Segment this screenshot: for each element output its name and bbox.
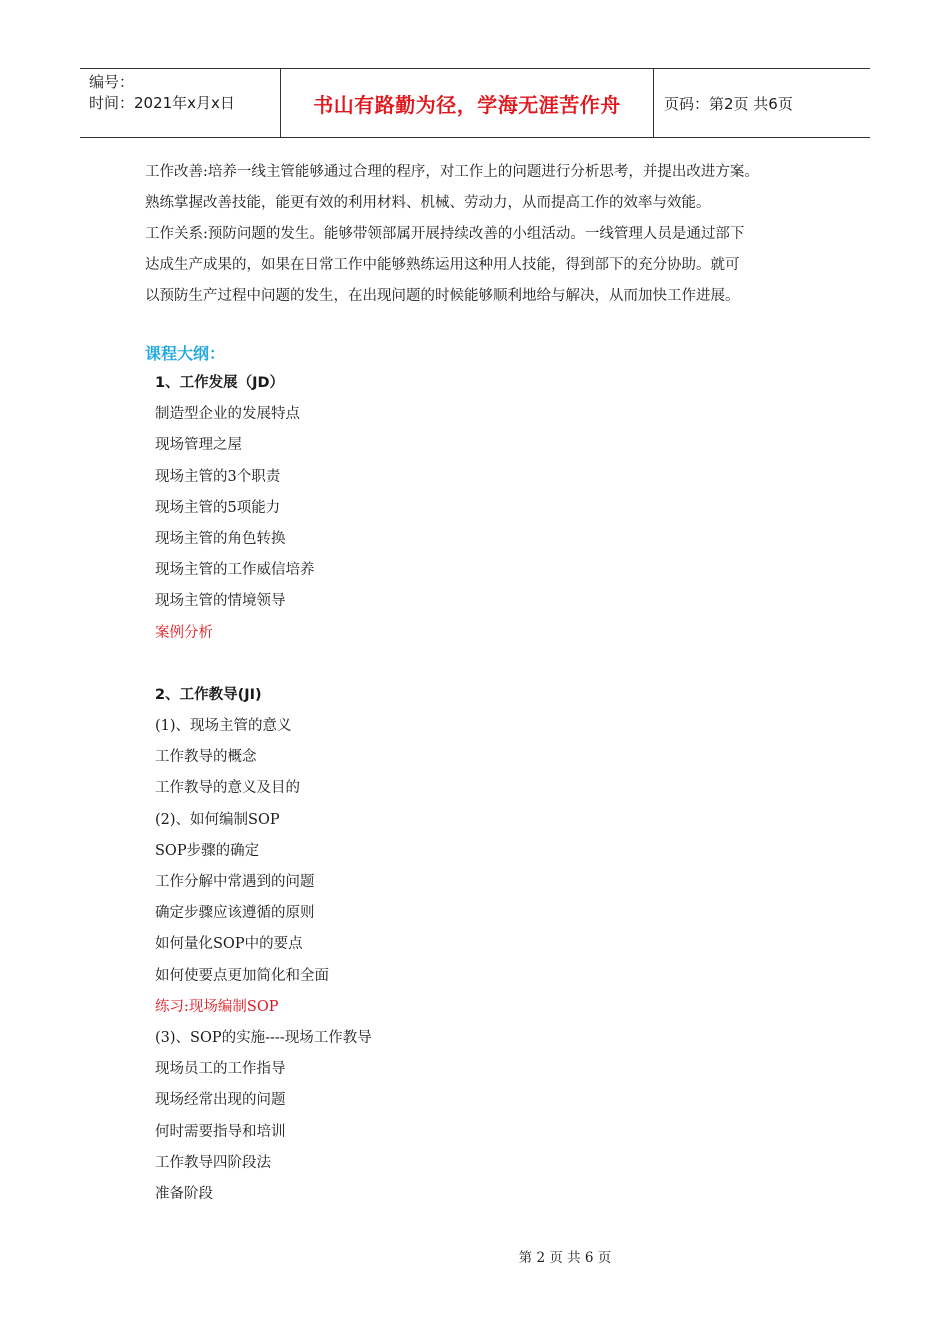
outline-item: 制造型企业的发展特点 bbox=[155, 406, 300, 423]
document-date: 时间：2021年x月x日 bbox=[89, 94, 235, 112]
outline-item: 确定步骤应该遵循的原则 bbox=[155, 905, 315, 922]
outline-spacer bbox=[155, 649, 755, 680]
outline-item: 工作教导四阶段法 bbox=[155, 1154, 271, 1171]
intro-line: 熟练掌握改善技能，能更有效的利用材料、机械、劳动力，从而提高工作的效率与效能。 bbox=[145, 195, 711, 211]
outline-item: SOP步骤的确定 bbox=[155, 842, 260, 859]
motto-text: 书山有路勤为径，学海无涯苦作舟 bbox=[313, 92, 621, 117]
outline-item: 现场主管的3个职责 bbox=[155, 468, 281, 485]
course-outline bbox=[155, 368, 755, 1210]
outline-section-heading: 2、工作教导(JI) bbox=[155, 686, 262, 703]
outline-item: 准备阶段 bbox=[155, 1185, 213, 1202]
outline-exercise: 练习:现场编制SOP bbox=[155, 998, 279, 1015]
page-footer bbox=[0, 1246, 950, 1266]
outline-item: 如何使要点更加简化和全面 bbox=[155, 967, 329, 984]
outline-item: 现场主管的工作威信培养 bbox=[155, 562, 315, 579]
outline-title: 课程大纲： bbox=[145, 344, 226, 363]
outline-item: (3)、SOP的实施----现场工作教导 bbox=[155, 1029, 372, 1046]
outline-case-study: 案例分析 bbox=[155, 624, 213, 641]
outline-item: (1)、现场主管的意义 bbox=[155, 718, 292, 735]
outline-item: 何时需要指导和培训 bbox=[155, 1123, 286, 1140]
outline-item: 现场主管的5项能力 bbox=[155, 499, 281, 516]
footer-page-number: 第 2 页 共 6 页 bbox=[518, 1250, 612, 1266]
intro-paragraphs bbox=[145, 157, 835, 312]
header-page-info bbox=[654, 69, 870, 137]
header-motto bbox=[281, 69, 654, 137]
document-number: 编号： bbox=[89, 73, 135, 91]
outline-item: 现场主管的角色转换 bbox=[155, 530, 286, 547]
page-info-text: 页码：第2页 共6页 bbox=[664, 94, 793, 113]
outline-item: 现场经常出现的问题 bbox=[155, 1092, 286, 1109]
outline-item: 如何量化SOP中的要点 bbox=[155, 936, 303, 953]
outline-item: (2)、如何编制SOP bbox=[155, 811, 280, 828]
intro-line: 工作改善:培养一线主管能够通过合理的程序，对工作上的问题进行分析思考，并提出改进方案。 bbox=[145, 164, 759, 180]
intro-line: 工作关系:预防问题的发生。能够带领部属开展持续改善的小组活动。一线管理人员是通过部下 bbox=[145, 226, 745, 242]
outline-item: 工作教导的意义及目的 bbox=[155, 780, 300, 797]
outline-item: 工作教导的概念 bbox=[155, 749, 257, 766]
outline-item: 现场员工的工作指导 bbox=[155, 1061, 286, 1078]
outline-section-heading: 1、工作发展（JD） bbox=[155, 375, 285, 391]
intro-line: 以预防生产过程中问题的发生，在出现问题的时候能够顺利地给与解决，从而加快工作进展。 bbox=[145, 288, 740, 304]
intro-line: 达成生产成果的，如果在日常工作中能够熟练运用这种用人技能，得到部下的充分协助。就可 bbox=[145, 257, 740, 273]
document-header bbox=[80, 68, 870, 138]
outline-item: 工作分解中常遇到的问题 bbox=[155, 874, 315, 890]
header-meta bbox=[80, 69, 281, 137]
outline-item: 现场管理之屋 bbox=[155, 437, 242, 454]
outline-item: 现场主管的情境领导 bbox=[155, 593, 286, 610]
